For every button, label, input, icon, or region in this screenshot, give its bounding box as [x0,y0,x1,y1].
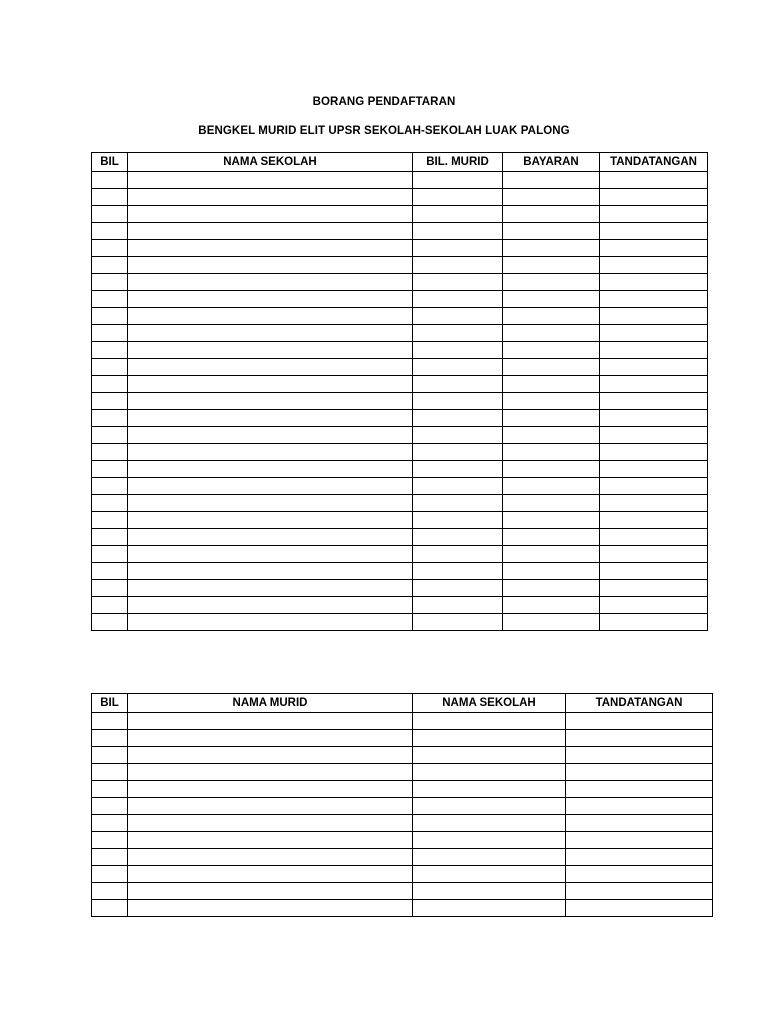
table-cell [92,614,128,631]
table-cell [92,427,128,444]
header-bayaran: BAYARAN [503,153,600,172]
table-cell [413,206,503,223]
table-cell [413,614,503,631]
table-cell [92,240,128,257]
table-cell [413,798,566,815]
table-cell [600,257,708,274]
table-row [92,866,713,883]
table-cell [128,597,413,614]
table-cell [413,529,503,546]
table-cell [92,376,128,393]
table-cell [503,478,600,495]
table-cell [128,832,413,849]
table-row [92,798,713,815]
header-nama-sekolah: NAMA SEKOLAH [128,153,413,172]
table-cell [503,206,600,223]
table-cell [128,291,413,308]
table-cell [503,529,600,546]
table-cell [128,444,413,461]
table-cell [600,274,708,291]
table-cell [503,393,600,410]
table-cell [92,189,128,206]
table-cell [413,274,503,291]
table-cell [503,597,600,614]
table-cell [413,410,503,427]
table-cell [600,614,708,631]
table-row [92,597,708,614]
table-cell [92,393,128,410]
student-list-table [91,693,713,917]
table-row [92,410,708,427]
table-row [92,815,713,832]
table-cell [92,206,128,223]
table-cell [600,325,708,342]
table-cell [92,798,128,815]
table-cell [413,223,503,240]
table-cell [128,580,413,597]
table-row [92,563,708,580]
table-cell [600,495,708,512]
school-registration-table [91,152,708,631]
table-cell [92,342,128,359]
table-cell [413,461,503,478]
table-cell [92,478,128,495]
table-cell [566,713,713,730]
table-cell [128,461,413,478]
table-row [92,529,708,546]
table-row [92,546,708,563]
table-row [92,849,713,866]
table-cell [503,461,600,478]
table-header-row [92,153,708,172]
table-cell [413,359,503,376]
table-row [92,512,708,529]
table-cell [413,563,503,580]
table-cell [600,461,708,478]
registration-table-body [92,172,708,631]
table-cell [503,359,600,376]
table-cell [566,832,713,849]
table-cell [92,849,128,866]
table-cell [600,172,708,189]
table-cell [503,563,600,580]
table-cell [413,325,503,342]
table-cell [503,274,600,291]
table-row [92,393,708,410]
table-cell [600,189,708,206]
table-cell [503,240,600,257]
table-cell [128,393,413,410]
table-cell [92,274,128,291]
table-cell [503,512,600,529]
table-cell [92,832,128,849]
table-cell [503,342,600,359]
table-cell [128,308,413,325]
table-row [92,478,708,495]
table-cell [503,223,600,240]
table-cell [413,815,566,832]
table-cell [128,764,413,781]
table-cell [503,410,600,427]
table-cell [566,883,713,900]
table-cell [413,444,503,461]
table-cell [92,359,128,376]
table-cell [600,359,708,376]
table-cell [128,883,413,900]
table-cell [600,597,708,614]
table-cell [413,376,503,393]
table-row [92,764,713,781]
table-row [92,495,708,512]
table-cell [600,410,708,427]
form-title: BORANG PENDAFTARAN [312,96,456,108]
table-cell [413,747,566,764]
table-row [92,747,713,764]
table-cell [128,257,413,274]
table-cell [600,444,708,461]
table-cell [128,546,413,563]
table-cell [600,580,708,597]
table-cell [128,189,413,206]
table-cell [413,512,503,529]
header-nama-murid: NAMA MURID [128,694,413,713]
table-cell [413,546,503,563]
table-cell [128,172,413,189]
table-cell [92,883,128,900]
table-cell [128,713,413,730]
table-cell [92,325,128,342]
table-cell [600,427,708,444]
table-row [92,172,708,189]
table-row [92,274,708,291]
table-cell [503,495,600,512]
table-cell [413,291,503,308]
table-cell [600,376,708,393]
table-cell [413,189,503,206]
header-tandatangan: TANDATANGAN [600,153,708,172]
table-row [92,376,708,393]
table-row [92,900,713,917]
table-cell [413,713,566,730]
table-row [92,444,708,461]
table-cell [566,747,713,764]
table-cell [600,291,708,308]
table-cell [128,512,413,529]
table-cell [566,849,713,866]
table-row [92,427,708,444]
table-cell [128,410,413,427]
table-cell [128,815,413,832]
table-cell [503,614,600,631]
table-cell [92,781,128,798]
table-row [92,240,708,257]
table-cell [566,781,713,798]
table-cell [92,580,128,597]
table-cell [92,495,128,512]
table-row [92,461,708,478]
table-cell [413,866,566,883]
table-row [92,730,713,747]
table-cell [128,614,413,631]
table-cell [503,325,600,342]
table-row [92,781,713,798]
table-cell [566,798,713,815]
header-bil-murid: BIL. MURID [413,153,503,172]
table-cell [413,883,566,900]
table-row [92,325,708,342]
table-cell [128,342,413,359]
table-cell [92,529,128,546]
table-cell [413,781,566,798]
table-cell [566,764,713,781]
table-cell [128,376,413,393]
table-cell [503,376,600,393]
table-cell [503,257,600,274]
table-cell [128,478,413,495]
table-row [92,257,708,274]
table-cell [503,427,600,444]
table-cell [413,308,503,325]
table-cell [566,815,713,832]
table-cell [503,308,600,325]
table-row [92,883,713,900]
table-cell [128,849,413,866]
table-cell [566,900,713,917]
table-cell [128,781,413,798]
table-cell [413,478,503,495]
table-row [92,342,708,359]
table-cell [413,597,503,614]
table-cell [503,172,600,189]
table-cell [503,580,600,597]
table-cell [128,206,413,223]
table-cell [128,325,413,342]
table-cell [566,866,713,883]
table-cell [600,206,708,223]
table-row [92,359,708,376]
table-cell [92,257,128,274]
header-tandatangan: TANDATANGAN [566,694,713,713]
table-cell [413,849,566,866]
table-cell [600,563,708,580]
table-cell [600,308,708,325]
table-row [92,291,708,308]
table-cell [92,172,128,189]
table-cell [92,900,128,917]
table-cell [92,597,128,614]
table-cell [413,240,503,257]
table-cell [128,359,413,376]
table-cell [92,461,128,478]
table-cell [128,223,413,240]
table-row [92,713,713,730]
table-cell [128,866,413,883]
table-row [92,614,708,631]
table-cell [92,410,128,427]
table-cell [92,866,128,883]
table-row [92,580,708,597]
table-cell [128,240,413,257]
table-cell [128,274,413,291]
form-subtitle: BENGKEL MURID ELIT UPSR SEKOLAH-SEKOLAH LUAK PALONG [198,125,570,137]
header-bil: BIL [92,153,128,172]
table-cell [92,291,128,308]
table-cell [503,291,600,308]
table-cell [600,546,708,563]
table-row [92,223,708,240]
header-nama-sekolah: NAMA SEKOLAH [413,694,566,713]
table-cell [413,172,503,189]
table-cell [92,546,128,563]
table-cell [503,189,600,206]
table-cell [128,747,413,764]
table-cell [600,342,708,359]
table-cell [92,223,128,240]
table-cell [128,900,413,917]
student-table-body [92,713,713,917]
table-row [92,206,708,223]
table-cell [503,546,600,563]
table-cell [413,427,503,444]
table-cell [503,444,600,461]
table-cell [600,240,708,257]
table-cell [566,730,713,747]
table-cell [413,257,503,274]
table-cell [600,223,708,240]
table-cell [92,730,128,747]
table-cell [92,444,128,461]
table-cell [413,764,566,781]
table-cell [413,900,566,917]
table-cell [128,798,413,815]
table-cell [128,563,413,580]
table-cell [128,730,413,747]
table-cell [128,495,413,512]
table-cell [413,730,566,747]
table-row [92,189,708,206]
table-cell [413,393,503,410]
table-cell [92,308,128,325]
table-cell [128,529,413,546]
table-cell [413,580,503,597]
table-cell [413,495,503,512]
table-row [92,308,708,325]
table-header-row [92,694,713,713]
table-cell [92,747,128,764]
table-cell [600,393,708,410]
table-row [92,832,713,849]
table-cell [413,832,566,849]
table-cell [92,512,128,529]
table-cell [128,427,413,444]
header-bil: BIL [92,694,128,713]
table-cell [600,478,708,495]
table-cell [600,529,708,546]
table-cell [413,342,503,359]
table-cell [92,563,128,580]
table-cell [92,713,128,730]
table-cell [92,764,128,781]
table-cell [600,512,708,529]
table-cell [92,815,128,832]
